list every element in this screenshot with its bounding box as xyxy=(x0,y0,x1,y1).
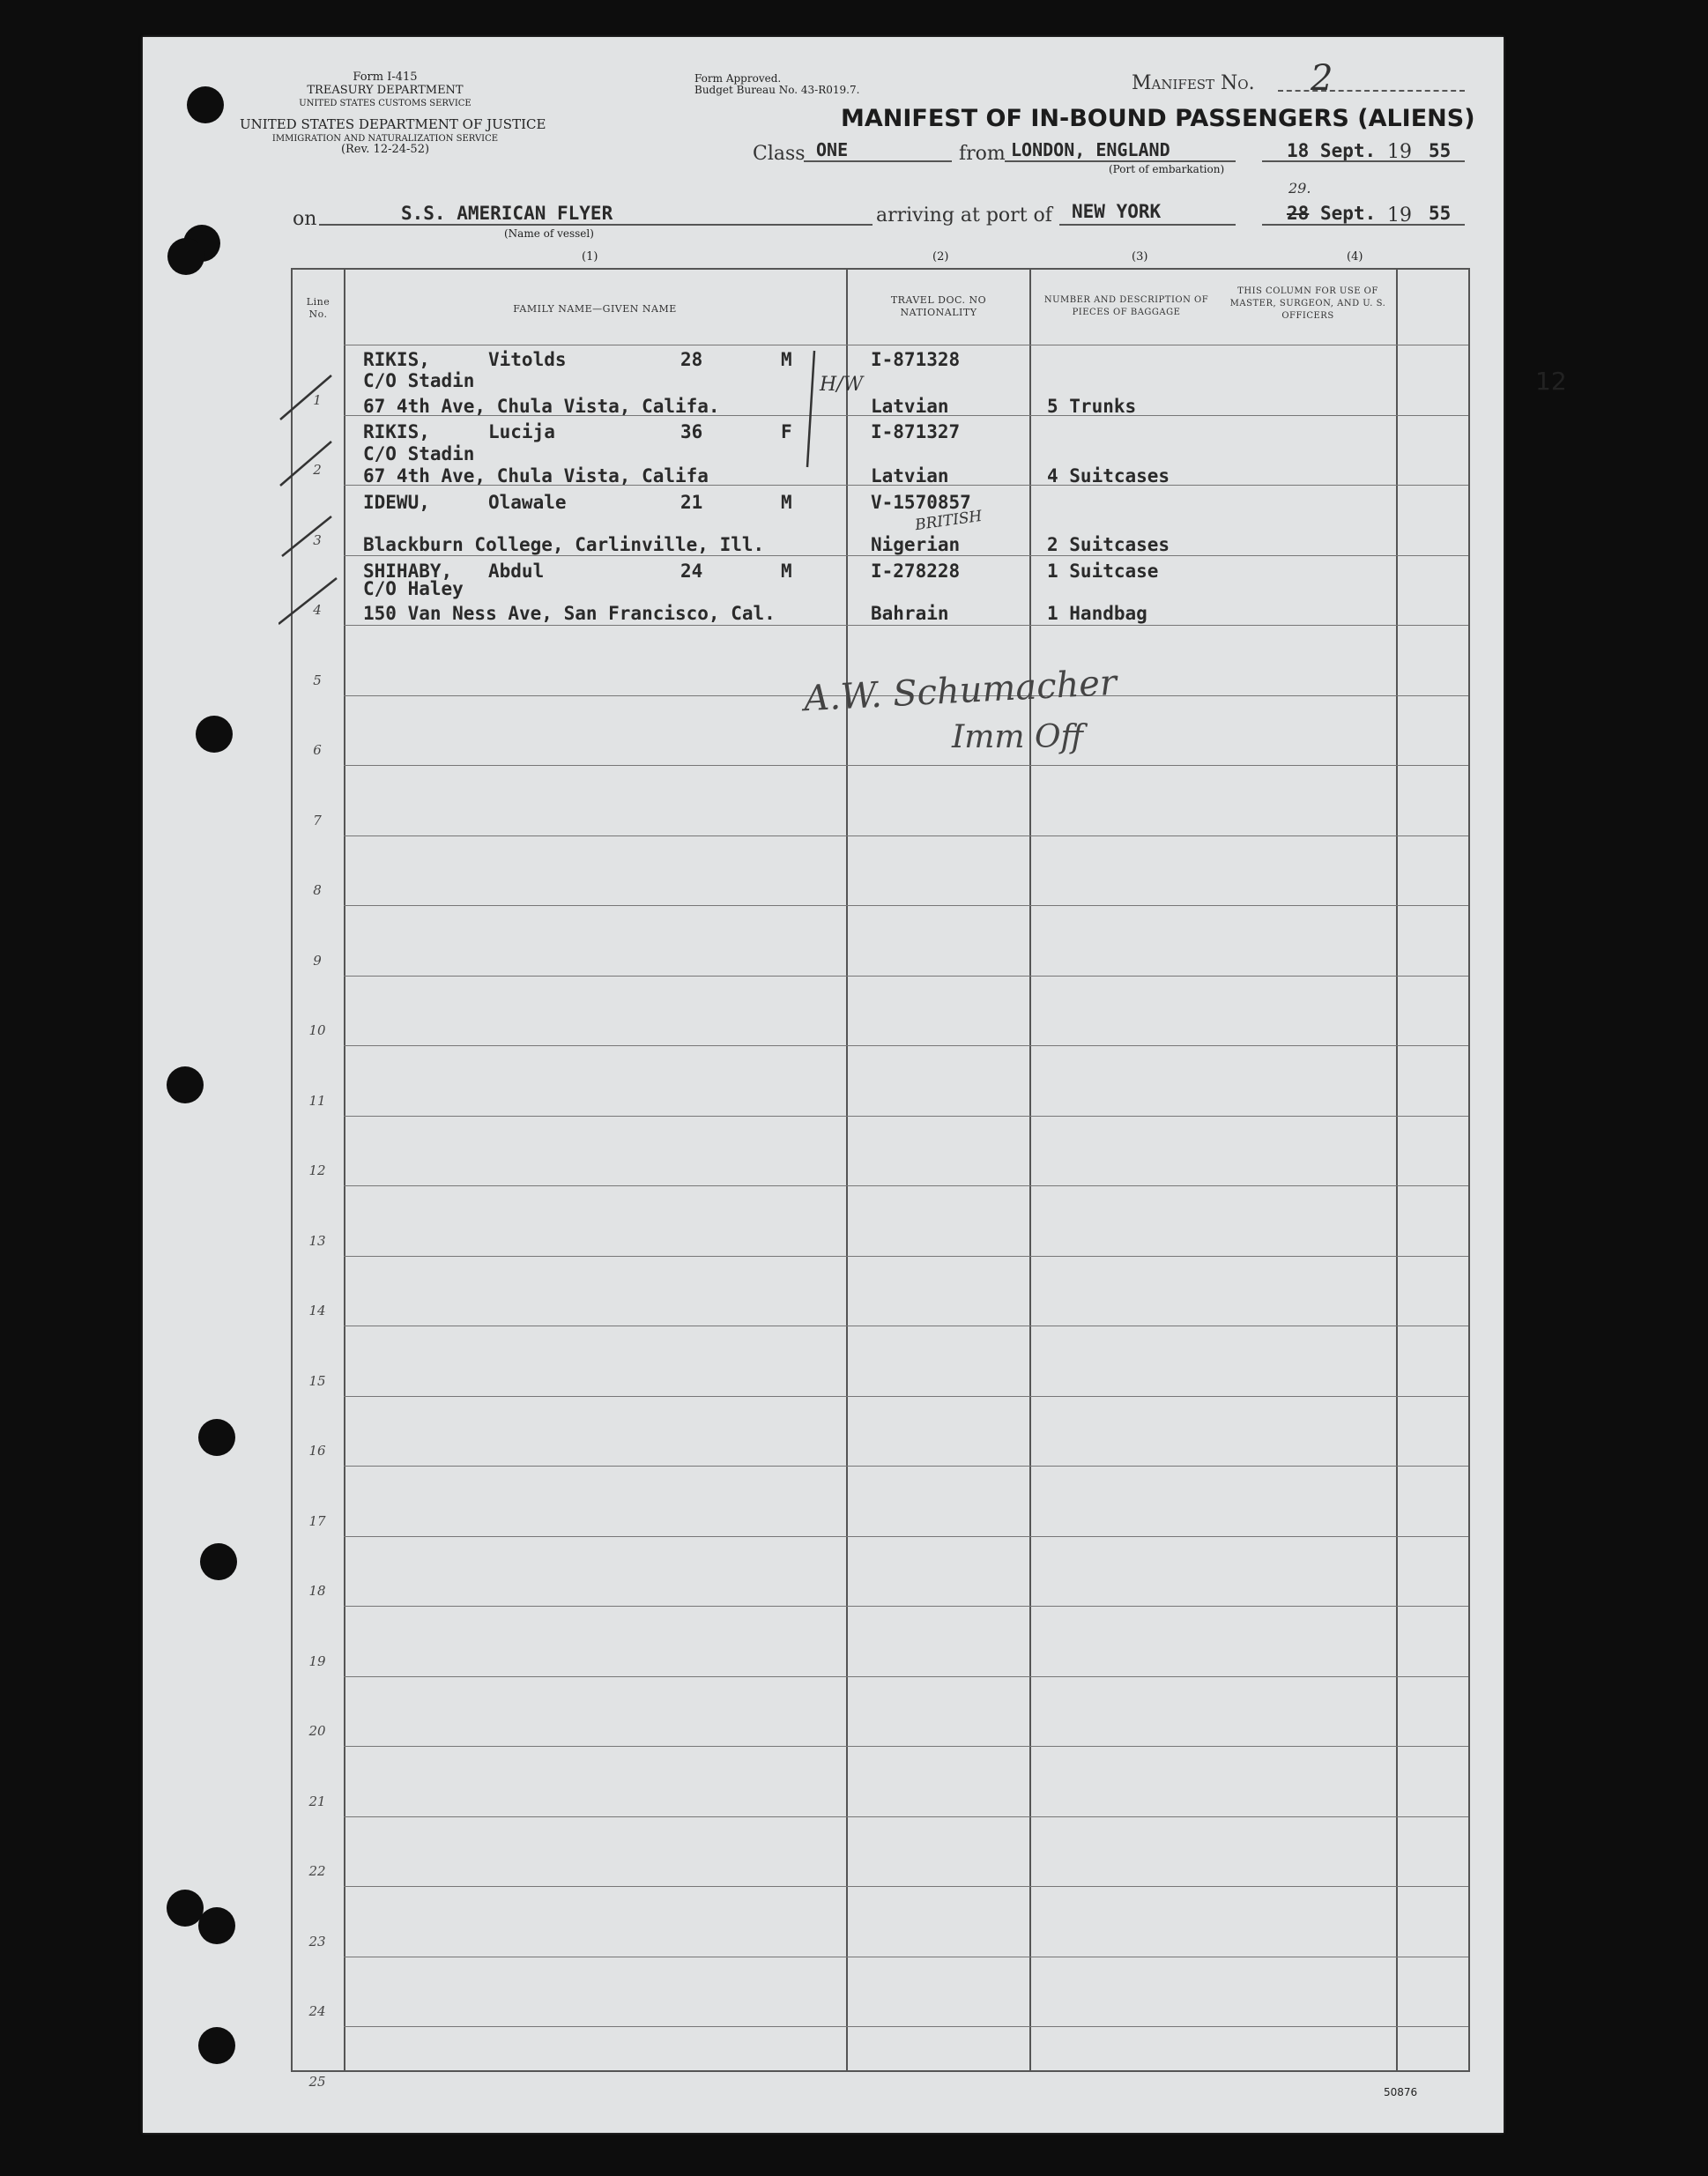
p1-address: 67 4th Ave, Chula Vista, Califa. xyxy=(363,396,720,417)
col-header-name: FAMILY NAME—GIVEN NAME xyxy=(513,303,677,315)
port-underline xyxy=(1059,224,1236,226)
depart-date: 18 Sept. xyxy=(1287,140,1377,161)
p2-age: 36 xyxy=(680,421,703,442)
p2-doc: I-871327 xyxy=(871,421,961,442)
line-number: 22 xyxy=(308,1863,326,1879)
manifest-no-label: Manifest No. xyxy=(1132,72,1255,94)
officer-title: Imm Off xyxy=(952,719,1083,755)
p4-baggage-handbag: 1 Handbag xyxy=(1047,603,1147,624)
footer-code: 50876 xyxy=(1384,2086,1418,2098)
p2-address: 67 4th Ave, Chula Vista, Califa xyxy=(363,465,709,486)
class-value: ONE xyxy=(816,139,849,160)
p3-sex: M xyxy=(781,492,792,513)
p2-baggage: 4 Suitcases xyxy=(1047,465,1170,486)
check-marks xyxy=(278,358,358,640)
vessel-name: S.S. AMERICAN FLYER xyxy=(401,203,613,224)
row-rule xyxy=(344,1536,1468,1537)
arrival-month: Sept. xyxy=(1320,203,1377,224)
row-rule xyxy=(344,1466,1468,1467)
arrival-port: NEW YORK xyxy=(1072,201,1162,222)
binder-hole xyxy=(196,716,233,753)
p3-address: Blackburn College, Carlinville, Ill. xyxy=(363,534,765,555)
hw-mark: H/W xyxy=(820,374,864,396)
p1-age: 28 xyxy=(680,349,703,370)
dept-justice: UNITED STATES DEPARTMENT OF JUSTICE xyxy=(240,116,546,132)
col-divider-doc xyxy=(1029,270,1031,2070)
p2-sex: F xyxy=(781,421,792,442)
row-rule xyxy=(344,1886,1468,1887)
p3-surname: IDEWU, xyxy=(363,492,430,513)
line-number: 19 xyxy=(308,1652,326,1669)
row-rule xyxy=(344,1045,1468,1046)
line-number: 16 xyxy=(308,1443,326,1459)
line-number: 21 xyxy=(308,1793,326,1809)
depart-year: 55 xyxy=(1429,140,1452,161)
col-num-1: (1) xyxy=(582,250,598,264)
row-rule xyxy=(344,1396,1468,1397)
p3-british-note: BRITISH xyxy=(913,507,984,535)
line-number: 24 xyxy=(308,2003,326,2019)
p2-given: Lucija xyxy=(488,421,555,442)
row-rule xyxy=(344,765,1468,766)
year-prefix-1: 19 xyxy=(1387,141,1412,163)
row-rule xyxy=(344,976,1468,977)
officer-signature: A.W. Schumacher xyxy=(803,662,1118,720)
manifest-no-value: 2 xyxy=(1311,58,1333,99)
p4-address: 150 Van Ness Ave, San Francisco, Cal. xyxy=(363,603,776,624)
col-num-3: (3) xyxy=(1132,250,1148,264)
line-number: 12 xyxy=(308,1162,326,1178)
p4-baggage-suitcase: 1 Suitcase xyxy=(1047,561,1159,582)
budget-bureau: Budget Bureau No. 43-R019.7. xyxy=(694,84,860,96)
row-rule xyxy=(344,1185,1468,1186)
col-header-doc: TRAVEL DOC. NO NATIONALITY xyxy=(890,294,987,318)
date-underline-2 xyxy=(1262,224,1465,226)
embark-note: (Port of embarkation) xyxy=(1109,163,1225,175)
hw-slash-mark xyxy=(798,344,843,476)
col-num-2: (2) xyxy=(932,250,949,264)
col-header-officers: THIS COLUMN FOR USE OF MASTER, SURGEON, AND U. S. OFFICERS xyxy=(1229,286,1386,321)
arrival-year: 55 xyxy=(1429,203,1452,224)
class-label: Class xyxy=(753,143,806,165)
line-number: 15 xyxy=(308,1372,326,1389)
col-header-line: Line No. xyxy=(306,296,330,320)
binder-hole xyxy=(198,2027,235,2064)
row-rule xyxy=(344,2026,1468,2027)
col-num-4: (4) xyxy=(1347,250,1363,264)
line-number: 20 xyxy=(308,1723,326,1739)
p1-surname: RIKIS, xyxy=(363,349,430,370)
arriving-label: arriving at port of xyxy=(876,204,1052,227)
binder-hole xyxy=(200,1543,237,1580)
passenger-table xyxy=(291,268,1567,2090)
line-number: 14 xyxy=(308,1303,326,1318)
line-number: 5 xyxy=(313,672,322,688)
from-underline xyxy=(1005,160,1236,162)
line-number: 17 xyxy=(308,1512,326,1529)
p1-doc: I-871328 xyxy=(871,349,961,370)
binder-hole xyxy=(198,1419,235,1456)
p3-given: Olawale xyxy=(488,492,567,513)
p4-sex: M xyxy=(781,561,792,582)
p1-officer-note: 12 xyxy=(1535,367,1567,396)
manifest-no-line xyxy=(1278,90,1465,92)
col-divider-name xyxy=(846,270,848,2070)
p1-given: Vitolds xyxy=(488,349,567,370)
binder-hole xyxy=(187,86,224,123)
class-underline xyxy=(804,160,952,162)
on-label: on xyxy=(293,208,317,230)
year-prefix-2: 19 xyxy=(1387,204,1412,227)
binder-hole xyxy=(167,1066,204,1103)
form-number: Form I-415 xyxy=(353,71,418,84)
from-label: from xyxy=(959,143,1006,165)
p4-doc: I-278228 xyxy=(871,561,961,582)
dept-treasury: TREASURY DEPARTMENT xyxy=(307,84,464,97)
line-number: 7 xyxy=(313,812,322,828)
row-rule xyxy=(344,1676,1468,1677)
p1-sex: M xyxy=(781,349,792,370)
p4-age: 24 xyxy=(680,561,703,582)
line-number: 8 xyxy=(313,882,322,898)
row-rule xyxy=(344,1816,1468,1817)
p3-baggage: 2 Suitcases xyxy=(1047,534,1170,555)
row-rule xyxy=(344,905,1468,906)
date-underline-1 xyxy=(1262,160,1465,162)
line-number: 18 xyxy=(308,1583,326,1599)
p4-given: Abdul xyxy=(488,561,545,582)
row-rule xyxy=(344,1116,1468,1117)
line-number: 4 xyxy=(313,602,322,618)
row-rule xyxy=(344,1746,1468,1747)
revision: (Rev. 12-24-52) xyxy=(340,143,430,156)
line-number: 3 xyxy=(313,531,322,548)
manifest-sheet xyxy=(143,37,1567,2133)
p3-age: 21 xyxy=(680,492,703,513)
binder-hole xyxy=(198,1907,235,1944)
row-rule xyxy=(344,1256,1468,1257)
line-number: 23 xyxy=(308,1933,326,1949)
col-header-baggage: NUMBER AND DESCRIPTION OF PIECES OF BAGGAGE xyxy=(1043,295,1209,317)
line-number: 6 xyxy=(313,742,322,758)
line-number: 1 xyxy=(313,391,322,408)
line-number: 13 xyxy=(308,1232,326,1249)
line-number: 25 xyxy=(308,2073,326,2090)
p2-care-of: C/O Stadin xyxy=(363,443,475,464)
vessel-underline xyxy=(319,224,873,226)
p3-doc: V-1570857 xyxy=(871,492,971,513)
p4-care-of: C/O Haley xyxy=(363,578,464,599)
arrival-date-correction: 29. xyxy=(1288,180,1311,197)
customs-service: UNITED STATES CUSTOMS SERVICE xyxy=(299,99,472,108)
arrival-date-struck: 28 xyxy=(1287,203,1310,224)
row-rule xyxy=(344,625,1468,626)
p1-baggage: 5 Trunks xyxy=(1047,396,1137,417)
binder-hole xyxy=(167,238,204,275)
col-divider-baggage xyxy=(1396,270,1398,2070)
row-rule xyxy=(344,1606,1468,1607)
p1-care-of: C/O Stadin xyxy=(363,370,475,391)
line-number: 10 xyxy=(308,1022,326,1038)
p1-nationality: Latvian xyxy=(871,396,949,417)
line-number: 2 xyxy=(313,462,322,478)
p3-nationality: Nigerian xyxy=(871,534,961,555)
p2-surname: RIKIS, xyxy=(363,421,430,442)
p4-surname: SHIHABY, xyxy=(363,561,453,582)
p4-nationality: Bahrain xyxy=(871,603,949,624)
vessel-note: (Name of vessel) xyxy=(504,227,594,240)
line-number: 9 xyxy=(313,952,322,969)
embark-port: LONDON, ENGLAND xyxy=(1011,139,1170,160)
ins-service: IMMIGRATION AND NATURALIZATION SERVICE xyxy=(271,134,499,144)
line-number: 11 xyxy=(308,1092,326,1109)
form-approved: Form Approved. xyxy=(694,72,782,85)
page-title: MANIFEST OF IN-BOUND PASSENGERS (ALIENS) xyxy=(841,105,1475,132)
p2-nationality: Latvian xyxy=(871,465,949,486)
row-rule xyxy=(344,835,1468,836)
